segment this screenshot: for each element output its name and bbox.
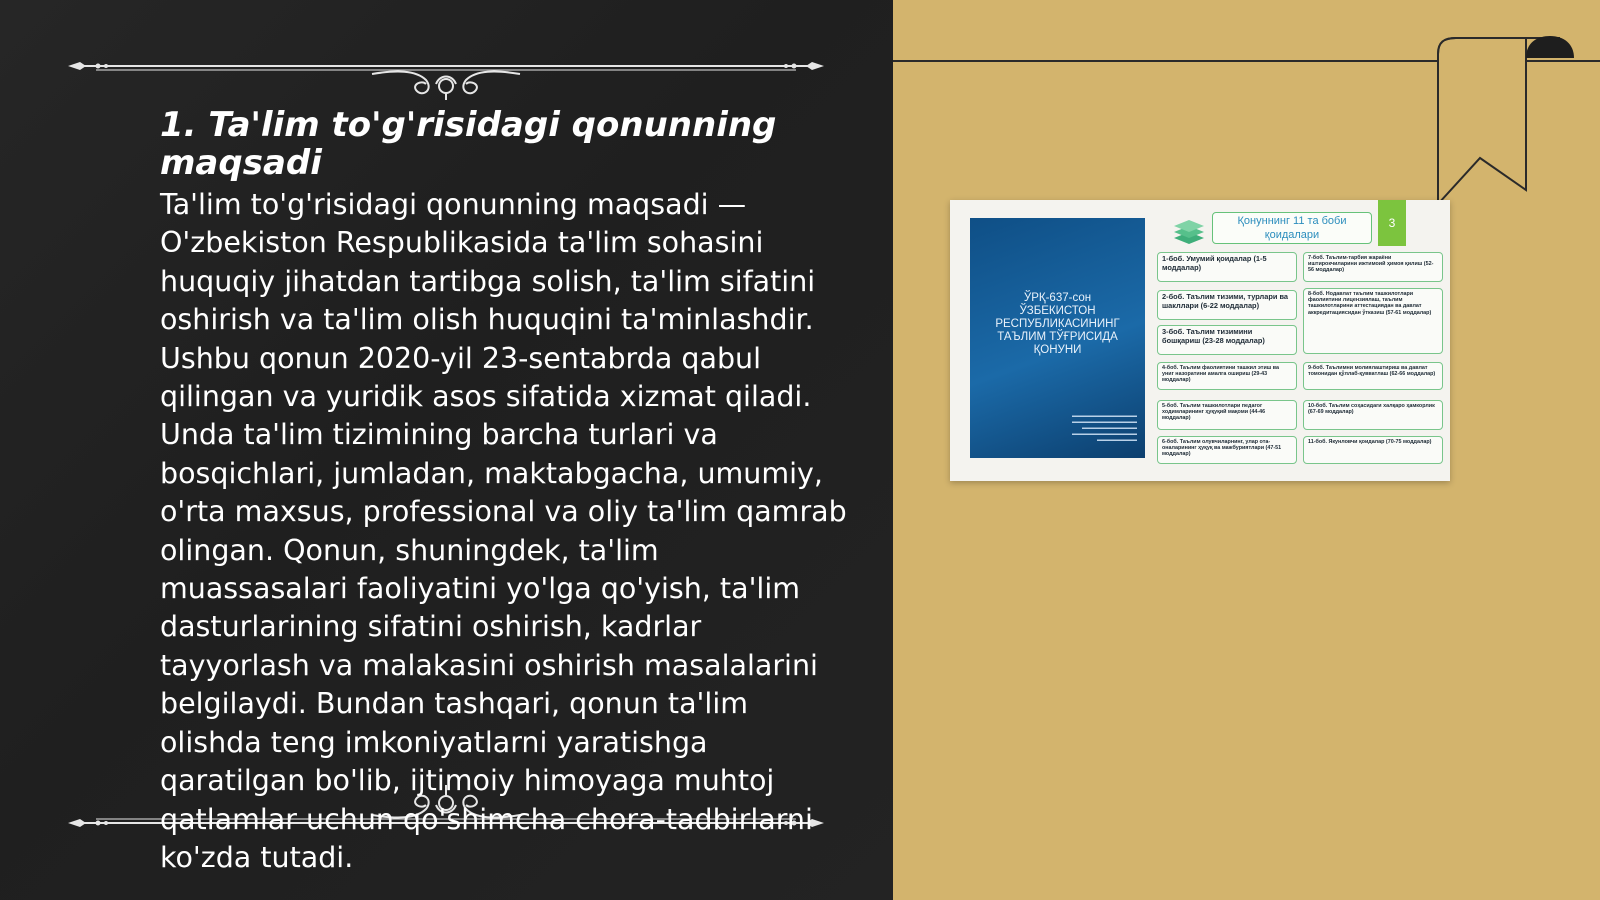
chapter-box: 11-боб. Якунловчи қоидалар (70-75 моддалар) [1303,436,1443,464]
law-overview-image [950,200,1450,481]
bookmark-icon [1430,34,1600,204]
top-ornament-icon [66,40,826,100]
slide-body-text: Ta'lim to'g'risidagi qonunning maqsadi — O'zbekiston Respublikasida ta'lim sohasini huquqiy jihatdan tartibga solish, ta'lim sifatini oshirish va ta'lim olish huquqini ta'minlashdir. Ushbu qonun 2020-yil 23-sentabrda qabul qilingan va yuridik asos sifatida xizmat qiladi. Unda ta'lim tizimining barcha turlari va bosqichlari, jumladan, maktabgacha, umumiy, o'rta maxsus, professional va oliy ta'lim qamrab olingan. Qonun, shuningdek, ta'lim muassasalari faoliyatini yo'lga qo'yish, ta'lim dasturlarining sifatini oshirish, kadrlar tayyorlash va malakasini oshirish masalalarini belgilaydi. Bundan tashqari, qonun ta'lim olishda teng imkoniyatlarni yaratishga qaratilgan bo'lib, ijtimoiy himoyaga muhtoj qatlamlar uchun qo'shimcha chora-tadbirlarni ko'zda tutadi. [160,188,847,874]
chapter-box: 8-боб. Нодавлат таълим ташкилотлари фаолиятини лицензиялаш, таълим ташкилотларини аттестациядан ва давлат аккредитациясидан ўтказиш (57-61 моддалар) [1303,288,1443,354]
cover-title: ЎРҚ-637-сон ЎЗБЕКИСТОН РЕСПУБЛИКАСИНИНГ ТАЪЛИМ ТЎҒРИСИДА ҚОНУНИ [995,292,1120,356]
chapter-box: 5-боб. Таълим ташкилотлари педагог ходимларининг ҳуқуқий мақоми (44-46 моддалар) [1157,400,1297,430]
books-stack-icon [1172,218,1206,248]
chapter-box: 4-боб. Таълим фаолиятини ташкил этиш ва униг назоратини амалга ошириш (29-43 моддалар) [1157,362,1297,390]
chapter-box: 2-боб. Таълим тизими, турлари ва шакллари (6-22 моддалар) [1157,290,1297,320]
chapter-box: 6-боб. Таълим олувчиларнинг, улар ота-оналарининг ҳуқуқ ва мажбуриятлари (47-51 моддалар) [1157,436,1297,464]
page-badge: 3 [1378,200,1406,246]
chapters-header: Қонуннинг 11 та боби қоидалари [1212,212,1372,244]
chapter-box: 7-боб. Таълим-тарбия жараёни иштирокчиларини ижтимоий ҳимоя қилиш (52-56 моддалар) [1303,252,1443,282]
chapter-box: 3-боб. Таълим тизимини бошқариш (23-28 моддалар) [1157,325,1297,355]
chapter-box: 9-боб. Таълимни молиялаштириш ва давлат томонидан қўллаб-қувватлаш (62-66 моддалар) [1303,362,1443,390]
chapter-box: 10-боб. Таълим соҳасидаги халқаро ҳамкорлик (67-69 моддалар) [1303,400,1443,430]
law-cover [970,218,1145,458]
chapter-box: 1-боб. Умумий қоидалар (1-5 моддалар) [1157,252,1297,282]
cover-fineprint: ▬▬▬▬▬▬▬▬▬▬▬▬▬ ▬▬▬▬▬▬▬▬▬▬▬▬▬ ▬▬▬▬▬▬▬▬▬▬▬ ▬▬▬▬▬▬▬▬▬▬▬▬▬ ▬▬▬▬▬▬▬▬ [1072,413,1137,443]
slide-title: 1. Ta'lim to'g'risidagi qonunning maqsadi [160,105,777,183]
